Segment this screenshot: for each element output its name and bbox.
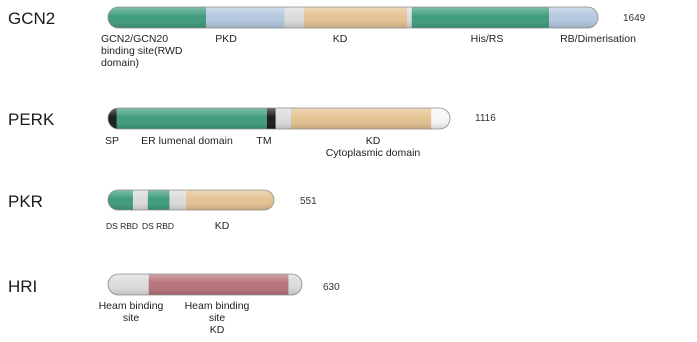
protein-name: GCN2 — [8, 9, 56, 28]
domain-label-rwd: GCN2/GCN20 binding site(RWD domain) — [101, 33, 183, 69]
domain-label-heam-binding-site: Heam binding site — [98, 300, 164, 324]
domain-label-pkd: PKD — [215, 33, 237, 45]
domain-bar — [108, 7, 599, 28]
domain-label-er-lumenal: ER lumenal domain — [141, 135, 233, 147]
domain-label-his-rs: His/RS — [470, 33, 504, 45]
protein-length: 630 — [323, 282, 340, 293]
domain-label-ds-rbd-1: DS RBD — [105, 221, 139, 231]
domain-label-heam-binding-site-kd: Heam binding site KD — [184, 300, 250, 336]
bar-shading — [108, 274, 302, 295]
protein-gcn2 — [8, 7, 646, 69]
domain-bar — [108, 274, 303, 295]
domain-label-ds-rbd-2: DS RBD — [141, 221, 175, 231]
protein-length: 551 — [300, 196, 317, 207]
domain-label-kd: KD — [214, 220, 230, 232]
protein-pkr — [8, 190, 317, 232]
protein-length: 1116 — [475, 113, 496, 124]
bar-shading — [108, 190, 274, 210]
bar-shading — [108, 7, 598, 28]
protein-name: HRI — [8, 277, 38, 296]
domain-label-kd-cytoplasmic: KD Cytoplasmic domain — [325, 135, 421, 159]
bar-shading — [108, 108, 450, 129]
domain-bar — [108, 108, 451, 129]
domain-label-rb-dimerisation: RB/Dimerisation — [560, 33, 636, 45]
domain-label-tm: TM — [256, 135, 272, 147]
protein-length: 1649 — [623, 13, 646, 24]
protein-perk — [8, 108, 496, 159]
domain-label-sp: SP — [104, 135, 120, 147]
protein-hri — [8, 274, 340, 336]
domain-label-kd: KD — [332, 33, 348, 45]
protein-name: PKR — [8, 192, 43, 211]
domain-bar — [108, 190, 275, 210]
protein-name: PERK — [8, 110, 55, 129]
